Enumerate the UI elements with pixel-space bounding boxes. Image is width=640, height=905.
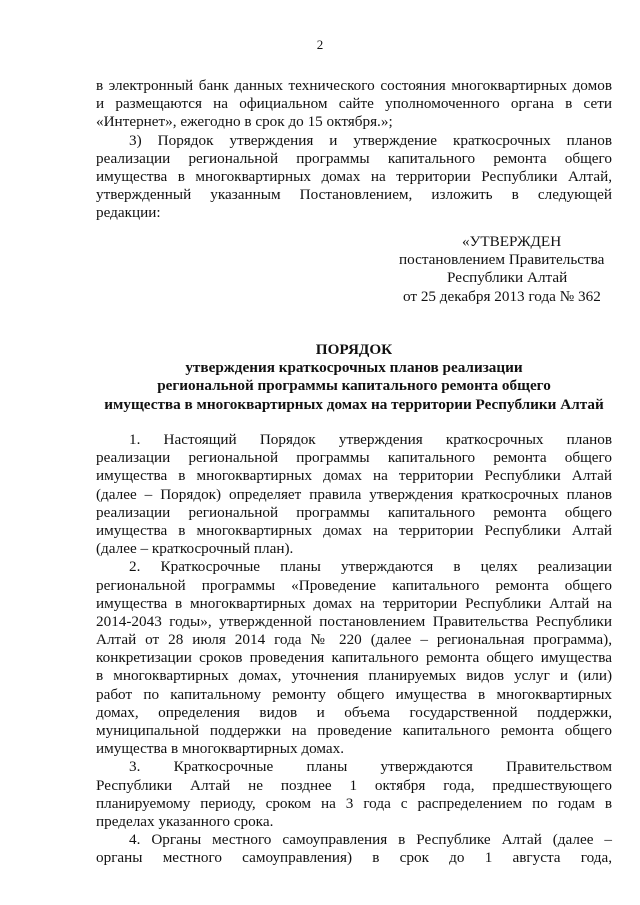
body-line: 3. Краткосрочные планы утверждаются Правительством: [129, 758, 612, 776]
approval-line: постановлением Правительства: [399, 251, 605, 269]
intro-line: имущества в многоквартирных домах на территории Республики Алтай,: [96, 167, 612, 185]
body-line: (далее – Порядок) определяет правила утверждения краткосрочных планов: [96, 485, 612, 503]
body-line: работ по капитальному ремонту общего имущества в многоквартирных: [96, 685, 612, 703]
body-line: Алтай от 28 июля 2014 года № 220 (далее – региональная программа),: [96, 631, 612, 649]
intro-line: и размещаются на официальном сайте уполномоченного органа в сети: [96, 95, 612, 113]
body-paragraphs: [96, 431, 612, 868]
body-line: в многоквартирных домах, уточнения планируемых видов услуг и (или): [96, 667, 612, 685]
intro-line: реализации региональной программы капитального ремонта общего: [96, 149, 612, 167]
approval-stamp-block: [350, 233, 612, 306]
body-line: реализации региональной программы капитального ремонта общего: [96, 449, 612, 467]
body-line: муниципальной поддержки на проведение капитального ремонта общего: [96, 722, 612, 739]
body-line: органы местного самоуправления) в срок до 1 августа года,: [96, 849, 612, 867]
body-line: домах, определения видов и объема государственной поддержки,: [96, 703, 612, 721]
body-line: региональной программы «Проведение капитального ремонта общего: [96, 576, 612, 594]
body-line: 2014-2043 годы», утвержденной постановлением Правительства Республики: [96, 612, 612, 630]
intro-line: в электронный банк данных технического состояния многоквартирных домов: [96, 77, 612, 94]
intro-line: 3) Порядок утверждения и утверждение краткосрочных планов: [129, 131, 612, 149]
body-line: имущества в многоквартирных домах на территории Республики Алтай на: [96, 594, 612, 612]
page-number: 2: [316, 37, 324, 52]
body-line: Республики Алтай не позднее 1 октября года, предшествующего: [96, 776, 612, 794]
body-line: 1. Настоящий Порядок утверждения краткосрочных планов: [129, 431, 612, 448]
intro-line: утвержденный указанным Постановлением, изложить в следующей: [96, 186, 612, 204]
heading-subtitle-line: региональной программы капитального ремонта общего: [157, 377, 551, 395]
body-line: пределах указанного срока.: [96, 812, 274, 830]
heading-subtitle-line: имущества в многоквартирных домах на территории Республики Алтай: [104, 395, 604, 413]
body-line: имущества в многоквартирных домах на территории Республики Алтай: [96, 521, 612, 539]
intro-line: редакции:: [96, 204, 161, 222]
approval-date: от 25 декабря 2013 года № 362: [403, 287, 601, 305]
intro-paragraphs: [96, 77, 612, 223]
body-line: (далее – краткосрочный план).: [96, 540, 294, 558]
heading-title: ПОРЯДОК: [315, 341, 393, 358]
body-line: имущества в многоквартирных домах.: [96, 740, 345, 758]
heading-subtitle-line: утверждения краткосрочных планов реализации: [185, 359, 523, 377]
approval-line: Республики Алтай: [447, 269, 568, 287]
body-line: конкретизации сроков проведения капитального ремонта общего имущества: [96, 649, 612, 667]
body-line: 2. Краткосрочные планы утверждаются в целях реализации: [129, 558, 612, 576]
intro-line: «Интернет», ежегодно в срок до 15 октября.»;: [96, 113, 393, 131]
body-line: имущества в многоквартирных домах на территории Республики Алтай: [96, 467, 612, 485]
approval-title: «УТВЕРЖДЕН: [462, 233, 562, 250]
body-line: 4. Органы местного самоуправления в Республике Алтай (далее –: [129, 831, 612, 849]
document-heading: [96, 341, 612, 414]
body-line: планируемому периоду, сроком на 3 года с распределением по годам в: [96, 794, 612, 812]
body-line: реализации региональной программы капитального ремонта общего: [96, 503, 612, 521]
